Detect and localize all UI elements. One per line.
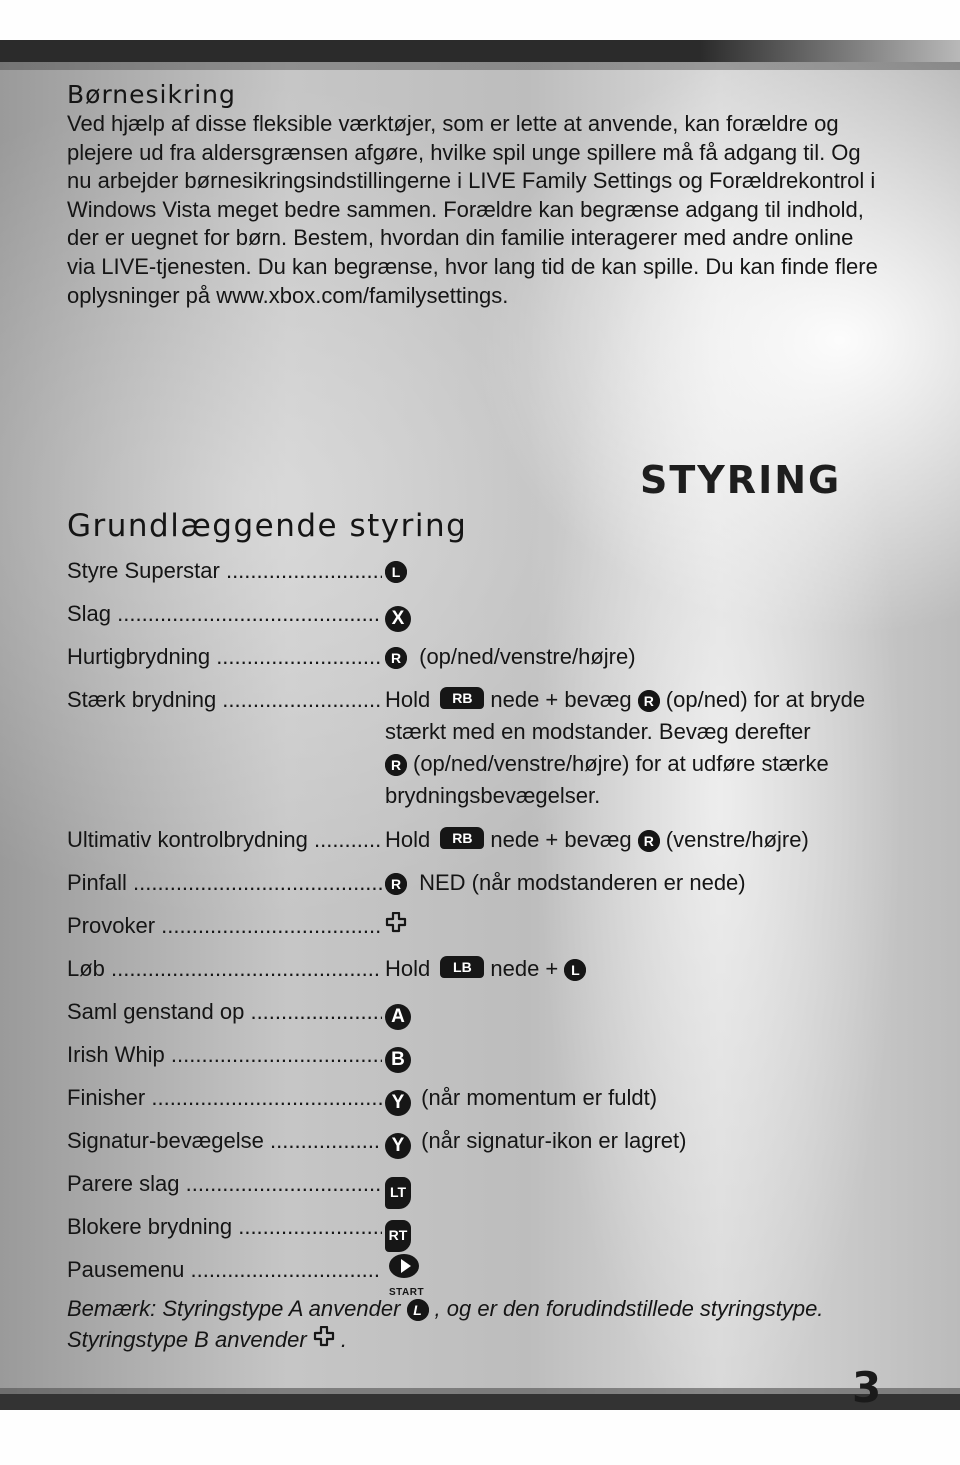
page-number: 3 — [852, 1363, 882, 1412]
control-label: Styre Superstar ..... — [67, 555, 382, 587]
right-stick-icon: R — [385, 754, 407, 776]
control-description: (venstre/højre) — [665, 827, 809, 852]
left-bumper-icon: LB — [440, 956, 484, 978]
control-label: Signatur-bevægelse ..... — [67, 1125, 382, 1157]
control-label: Provoker ..... — [67, 910, 382, 942]
start-label: START — [389, 1287, 425, 1298]
note-text: Styringstype B anvender — [67, 1327, 307, 1352]
top-band-highlight — [700, 40, 960, 62]
right-bumper-icon: RB — [440, 687, 484, 709]
note-text: , og er den forudindstillede styringstype. — [434, 1296, 824, 1321]
control-label: Finisher ..... — [67, 1082, 382, 1114]
subheading: Grundlæggende styring — [67, 508, 468, 544]
note — [67, 1293, 927, 1355]
control-label: Pinfall ..... — [67, 867, 382, 899]
control-label: Irish Whip ..... — [67, 1039, 382, 1071]
right-stick-icon: R — [638, 690, 660, 712]
left-stick-icon: L — [407, 1299, 429, 1321]
control-label: Løb ..... — [67, 953, 382, 985]
y-button-icon: Y — [385, 1090, 411, 1116]
control-description: (op/ned) for at bryde stærkt med en modstander. Bevæg derefter — [385, 687, 866, 744]
hold-text: Hold — [385, 687, 431, 712]
control-description: NED (når modstanderen er nede) — [419, 870, 746, 895]
control-description: (op/ned/venstre/højre) for at udføre stærke brydningsbevægelser. — [385, 751, 829, 808]
bottom-decorative-band — [0, 1388, 960, 1465]
y-button-icon: Y — [385, 1133, 411, 1159]
control-description: nede + — [490, 956, 559, 981]
dpad-icon — [313, 1326, 335, 1348]
control-label: Blokere brydning ..... — [67, 1211, 382, 1243]
right-bumper-icon: RB — [440, 827, 484, 849]
control-label: Slag ..... — [67, 598, 382, 630]
start-button-icon — [385, 1254, 425, 1298]
right-stick-icon: R — [385, 647, 407, 669]
intro-paragraph: Ved hjælp af disse fleksible værktøjer, som er lette at anvende, kan forældre og plejere ud fra aldersgrænsen afgøre, hvilke spil unge spillere må få adgang til. Og nu arbejder børnesikringsindstillingerne i LIVE Family Settings og Forældrekontrol i Windows Vista meget bedre sammen. Forældre kan begrænse adgang til indhold, der er uegnet for børn. Bestem, hvordan din familie interagerer med andre online via LIVE-tjenesten. Du kan begrænse, hvor lang tid de kan spille. Du kan finde flere oplysninger på www.xbox.com/familysettings. — [67, 111, 878, 308]
left-stick-icon: L — [385, 561, 407, 583]
control-description: nede + bevæg — [490, 827, 632, 852]
right-stick-icon: R — [385, 873, 407, 895]
control-label: Pausemenu ..... — [67, 1254, 382, 1286]
left-stick-icon: L — [564, 959, 586, 981]
start-play-icon — [389, 1254, 419, 1278]
control-description: nede + bevæg — [490, 687, 632, 712]
left-trigger-icon: LT — [385, 1177, 411, 1209]
right-trigger-icon: RT — [385, 1220, 411, 1252]
hold-text: Hold — [385, 956, 431, 981]
a-button-icon: A — [385, 1004, 411, 1030]
note-text: . — [340, 1327, 347, 1352]
hold-text: Hold — [385, 827, 431, 852]
x-button-icon: X — [385, 606, 411, 632]
page-title: STYRING — [640, 458, 842, 502]
control-label: Saml genstand op ..... — [67, 996, 382, 1028]
control-label: Hurtigbrydning ..... — [67, 641, 382, 673]
control-label: Ultimativ kontrolbrydning ..... — [67, 824, 382, 856]
control-label: Parere slag ..... — [67, 1168, 382, 1200]
section-heading: Børnesikring — [67, 80, 236, 109]
control-description: (når momentum er fuldt) — [421, 1085, 658, 1110]
right-stick-icon: R — [638, 830, 660, 852]
dpad-icon — [385, 912, 407, 934]
b-button-icon: B — [385, 1047, 411, 1073]
control-description: (når signatur-ikon er lagret) — [421, 1128, 687, 1153]
control-label: Stærk brydning ..... — [67, 684, 382, 716]
note-text: Bemærk: Styringstype A anvender — [67, 1296, 401, 1321]
control-description: (op/ned/venstre/højre) — [419, 644, 636, 669]
